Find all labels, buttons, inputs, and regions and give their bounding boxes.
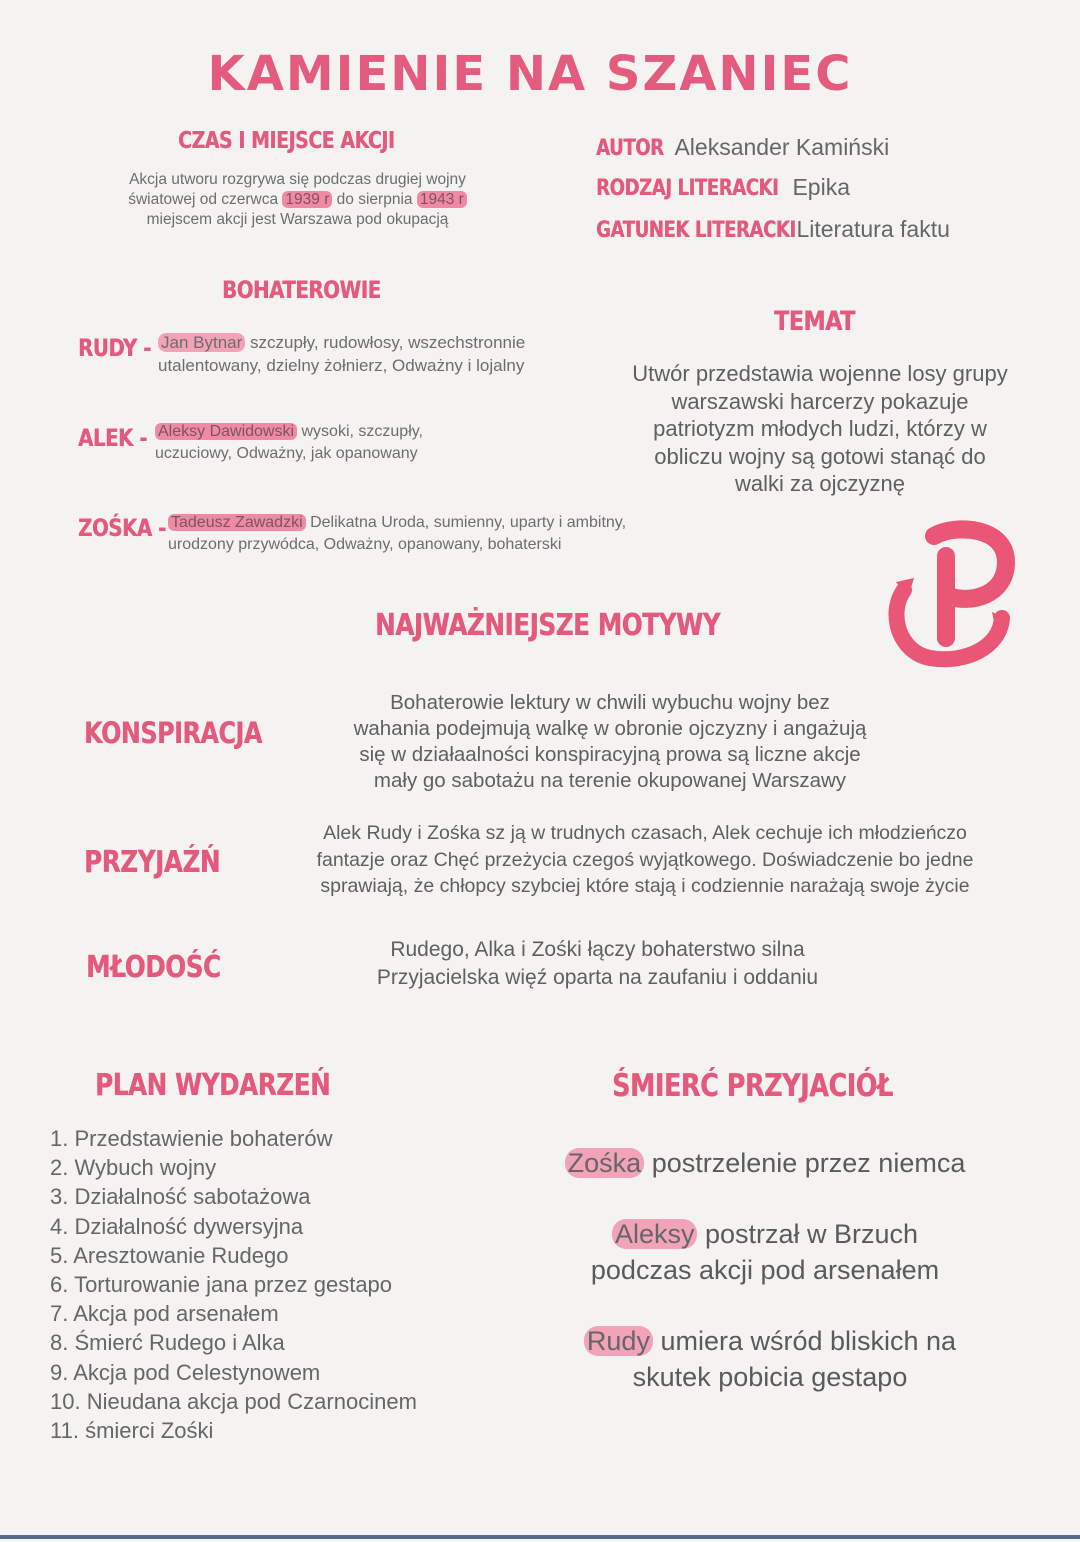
- alek-desc: [155, 421, 423, 465]
- czas-line-3: miejscem akcji jest Warszawa pod okupacją: [146, 211, 449, 228]
- plan-item: 7. Akcja pod arsenałem: [50, 1301, 279, 1327]
- plan-item: 9. Akcja pod Celestynowem: [50, 1359, 321, 1385]
- smierc-heading: ŚMIERĆ PRZYJACIÓŁ: [612, 1068, 893, 1104]
- plan-item: 2. Wybuch wojny: [50, 1155, 217, 1181]
- alek-name: Aleksy Dawidowski: [155, 423, 297, 440]
- zoska-desc-2: urodzony przywódca, Odważny, opanowany, bohaterski: [168, 536, 562, 553]
- zoska-name: Tadeusz Zawadzki: [168, 514, 306, 531]
- plan-item: 8. Śmierć Rudego i Alka: [50, 1330, 285, 1356]
- plan-item: 11. śmierci Zośki: [50, 1418, 214, 1444]
- smierc-zoska-name: Zośka: [565, 1148, 645, 1178]
- konspiracja-text: [320, 690, 900, 794]
- temat-line: Utwór przedstawia wojenne losy grupy: [632, 361, 1008, 386]
- temat-line: walki za ojczyznę: [735, 471, 905, 496]
- temat-line: warszawski harcerzy pokazuje: [671, 388, 969, 414]
- meta-gatunek: [596, 216, 1066, 243]
- plan-item: 10. Nieudana akcja pod Czarnocinem: [50, 1388, 417, 1414]
- konspiracja-line: się w działaalności konspiracyjną prowa są liczne akcje: [359, 743, 861, 766]
- konspiracja-line: mały go sabotażu na terenie okupowanej Warszawy: [373, 769, 847, 792]
- przyjazn-line: sprawiają, że chłopcy szybciej które stają i codziennie narażają swoje życie: [320, 875, 970, 897]
- czas-heading: CZAS I MIEJSCE AKCJI: [178, 128, 395, 154]
- meta-rodzaj: [596, 174, 1066, 216]
- przyjazn-label: PRZYJAŹŃ: [84, 845, 220, 880]
- mlodosc-line: Przyjacielska więź oparta na zaufaniu i oddaniu: [376, 966, 819, 989]
- plan-item: 5. Aresztowanie Rudego: [50, 1242, 289, 1268]
- konspiracja-line: Bohaterowie lektury w chwili wybuchu wojny bez: [390, 691, 830, 714]
- meta-block: [596, 134, 1066, 243]
- mlodosc-label: MŁODOŚĆ: [86, 950, 221, 985]
- smierc-aleksy-text-1: postrzał w Brzuch: [697, 1219, 919, 1249]
- rudy-desc-1: szczupły, rudowłosy, wszechstronnie: [245, 333, 526, 352]
- temat-text: [610, 360, 1030, 498]
- smierc-zoska-text: postrzelenie przez niemca: [644, 1148, 966, 1178]
- przyjazn-line: Alek Rudy i Zośka sz ją w trudnych czasach, Alek cechuje ich młodzieńczo: [323, 822, 967, 844]
- temat-line: patriotyzm młodych ludzi, którzy w: [653, 416, 987, 441]
- temat-line: obliczu wojny są gotowi stanąć do: [654, 443, 986, 469]
- autor-label: AUTOR: [596, 136, 664, 161]
- smierc-aleksy-name: Aleksy: [612, 1219, 698, 1249]
- rudy-name: Jan Bytnar: [158, 333, 245, 352]
- rudy-desc-2: utalentowany, dzielny żołnierz, Odważny i lojalny: [158, 356, 525, 375]
- zoska-desc: [168, 512, 626, 556]
- rudy-desc: [158, 331, 525, 377]
- smierc-rudy: [520, 1323, 1020, 1395]
- smierc-aleksy: [520, 1216, 1010, 1288]
- smierc-aleksy-text-2: podczas akcji pod arsenałem: [590, 1255, 940, 1285]
- motywy-heading: NAJWAŻNIEJSZE MOTYWY: [375, 608, 721, 643]
- plan-item: 6. Torturowanie jana przez gestapo: [50, 1272, 393, 1298]
- mlodosc-line: Rudego, Alka i Zośki łączy bohaterstwo silna: [390, 938, 805, 961]
- rodzaj-value: Epika: [792, 174, 850, 200]
- czas-line-2-mid: do sierpnia: [332, 191, 417, 208]
- gatunek-label: GATUNEK LITERACKI: [596, 218, 796, 243]
- czas-text: [60, 170, 535, 230]
- konspiracja-label: KONSPIRACJA: [84, 716, 262, 750]
- plan-list: [50, 1124, 417, 1445]
- mlodosc-text: [330, 936, 865, 992]
- smierc-rudy-text-1: umiera wśród bliskich na: [652, 1326, 957, 1356]
- smierc-rudy-text-2: skutek pobicia gestapo: [632, 1362, 908, 1392]
- temat-heading: TEMAT: [774, 306, 855, 337]
- bohaterowie-heading: BOHATEROWIE: [222, 276, 381, 304]
- czas-line-1: Akcja utworu rozgrywa się podczas drugiej wojny: [129, 171, 466, 188]
- alek-desc-1: wysoki, szczupły,: [297, 423, 423, 440]
- plan-item: 1. Przedstawienie bohaterów: [50, 1126, 333, 1151]
- kotwica-emblem-icon: [884, 520, 1016, 670]
- year-1943: 1943 r: [417, 191, 467, 208]
- alek-desc-2: uczuciowy, Odważny, jak opanowany: [155, 445, 418, 462]
- konspiracja-line: wahania podejmują walkę w obronie ojczyzny i angażują: [353, 717, 867, 740]
- alek-nick: ALEK -: [78, 424, 148, 452]
- bottom-divider: [0, 1535, 1080, 1539]
- rudy-nick: RUDY -: [78, 334, 151, 362]
- plan-item: 3. Działalność sabotażowa: [50, 1184, 311, 1210]
- czas-line-2: [60, 190, 535, 210]
- meta-autor: [596, 134, 1066, 174]
- autor-value: Aleksander Kamiński: [674, 134, 890, 160]
- przyjazn-text: [270, 820, 1020, 900]
- year-1939: 1939 r: [282, 191, 332, 208]
- zoska-desc-1: Delikatna Uroda, sumienny, uparty i ambitny,: [305, 514, 627, 531]
- gatunek-value: Literatura faktu: [796, 216, 950, 242]
- smierc-rudy-name: Rudy: [584, 1326, 653, 1356]
- plan-heading: PLAN WYDARZEŃ: [95, 1068, 331, 1103]
- page-title: KAMIENIE NA SZANIEC: [207, 46, 853, 102]
- smierc-zoska: [520, 1145, 1010, 1181]
- zoska-nick: ZOŚKA -: [78, 514, 166, 542]
- czas-line-2-pre: światowej od czerwca: [128, 191, 283, 208]
- plan-item: 4. Działalność dywersyjna: [50, 1213, 304, 1239]
- przyjazn-line: fantazje oraz Chęć przeżycia czegoś wyjątkowego. Doświadczenie bo jedne: [316, 848, 974, 871]
- rodzaj-label: RODZAJ LITERACKI: [596, 176, 779, 201]
